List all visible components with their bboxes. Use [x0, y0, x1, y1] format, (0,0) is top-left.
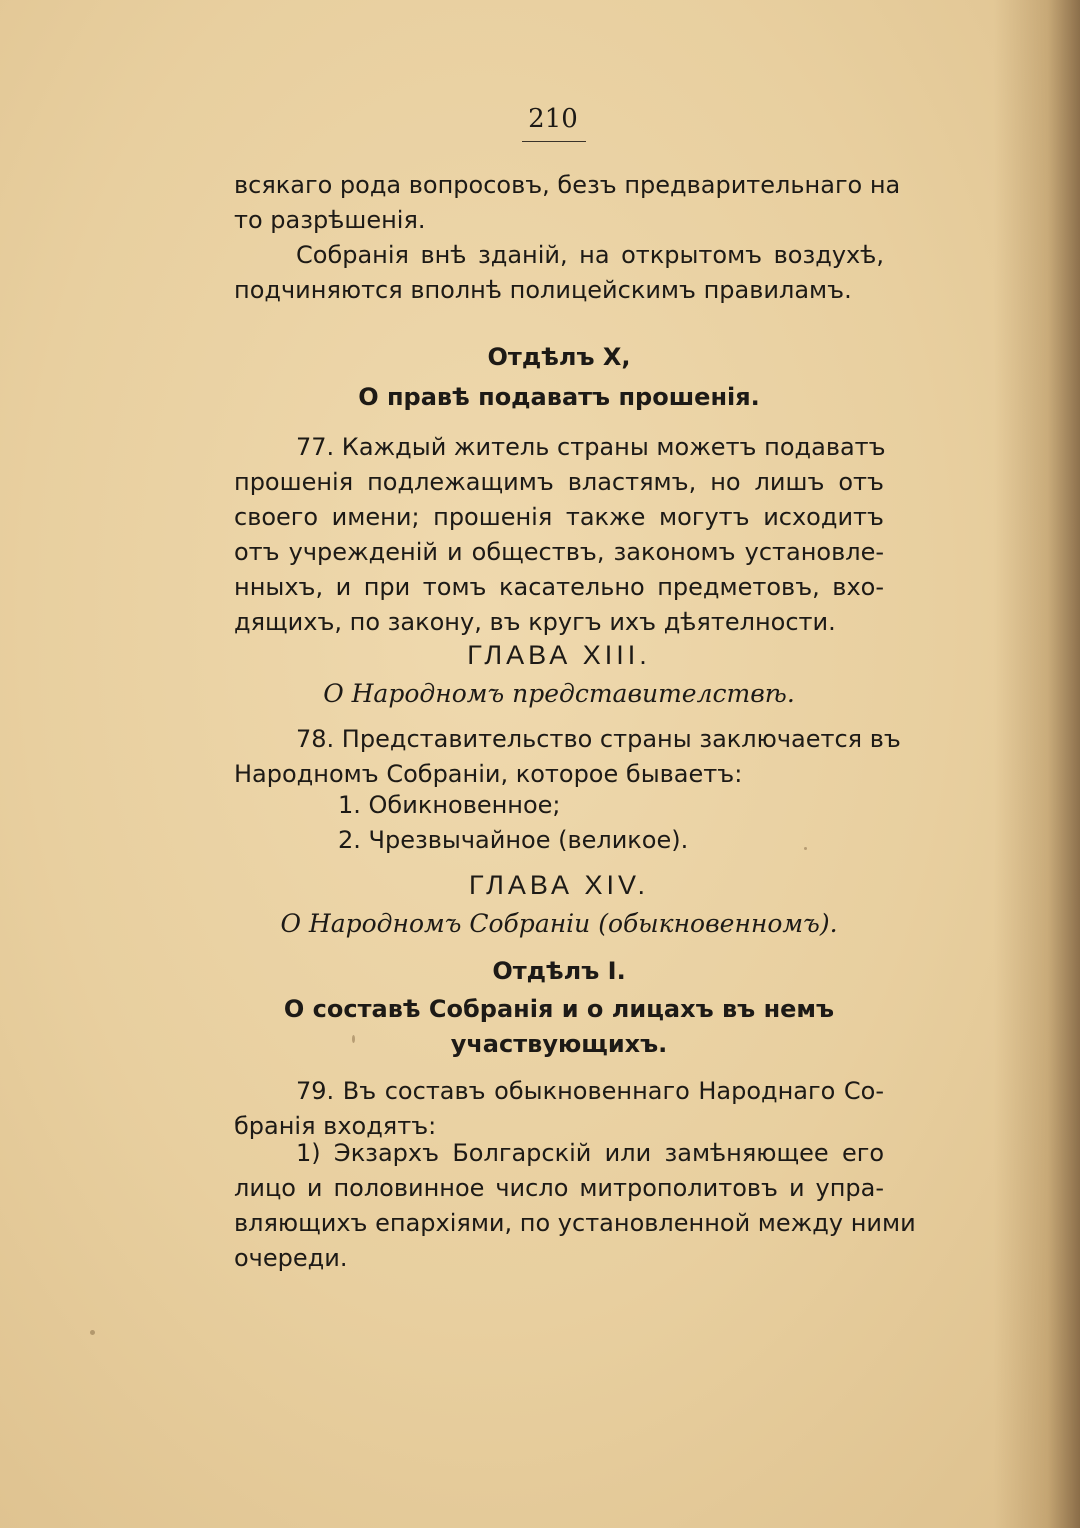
text-line: своего имени; прошенія также могутъ исходитъ	[234, 503, 884, 531]
section-1-title	[234, 992, 884, 1062]
text-line: Собранія внѣ зданій, на открытомъ воздухѣ,	[296, 241, 884, 269]
article-78-list	[234, 788, 884, 858]
section-x-label: Отдѣлъ X,	[487, 343, 631, 371]
title-line: О составѣ Собранія и о лицахъ въ немъ	[283, 995, 835, 1023]
article-79	[234, 1074, 884, 1144]
article-77	[234, 430, 884, 640]
list-item: 2. Чрезвычайное (великое).	[338, 826, 689, 854]
chapter-14-label: ГЛАВА XIV.	[469, 870, 649, 900]
paper-speck	[90, 1330, 95, 1335]
text-line: отъ учрежденій и обществъ, закономъ установле-	[234, 538, 884, 566]
text-line: дящихъ, по закону, въ кругъ ихъ дѣятелности.	[234, 608, 836, 636]
page-number: 210	[528, 104, 578, 134]
text-line: очереди.	[234, 1244, 348, 1272]
chapter-13-label: ГЛАВА XIII.	[467, 640, 651, 670]
chapter-14-title: О Народномъ Собраніи (обыкновенномъ).	[280, 909, 838, 938]
page-number-rule	[522, 141, 586, 142]
paper-speck	[352, 1035, 355, 1043]
text-line: 78. Представительство страны заключается въ	[296, 725, 901, 753]
text-line: 79. Въ составъ обыкновеннаго Народнаго Со-	[296, 1077, 884, 1105]
text-line: лицо и половинное число митрополитовъ и упра-	[234, 1174, 884, 1202]
section-1-label: Отдѣлъ I.	[492, 957, 626, 985]
section-x-title: О правѣ подаватъ прошенія.	[358, 383, 760, 411]
article-79-item-1	[234, 1136, 916, 1276]
text-line: 77. Каждый житель страны можетъ подаватъ	[296, 433, 886, 461]
article-78	[234, 722, 901, 792]
paper-speck	[804, 847, 807, 850]
text-line: подчиняются вполнѣ полицейскимъ правиламъ.	[234, 276, 852, 304]
paragraph-outdoor-meetings	[234, 238, 884, 308]
text-line: то разрѣшенія.	[234, 206, 426, 234]
text-line: нныхъ, и при томъ касательно предметовъ, вхо-	[234, 573, 884, 601]
text-line: всякаго рода вопросовъ, безъ предварительнаго на	[234, 171, 901, 199]
paragraph-intro	[234, 168, 901, 238]
text-line: бранія входятъ:	[234, 1112, 437, 1140]
chapter-13-title: О Народномъ представителствѣ.	[323, 679, 795, 708]
title-line: участвующихъ.	[450, 1030, 668, 1058]
text-line: 1) Экзархъ Болгарскій или замѣняющее его	[296, 1139, 884, 1167]
text-line: прошенія подлежащимъ властямъ, но лишъ отъ	[234, 468, 884, 496]
text-line: вляющихъ епархіями, по установленной между ними	[234, 1209, 916, 1237]
text-line: Народномъ Собраніи, которое бываетъ:	[234, 760, 743, 788]
list-item: 1. Обикновенное;	[338, 791, 561, 819]
